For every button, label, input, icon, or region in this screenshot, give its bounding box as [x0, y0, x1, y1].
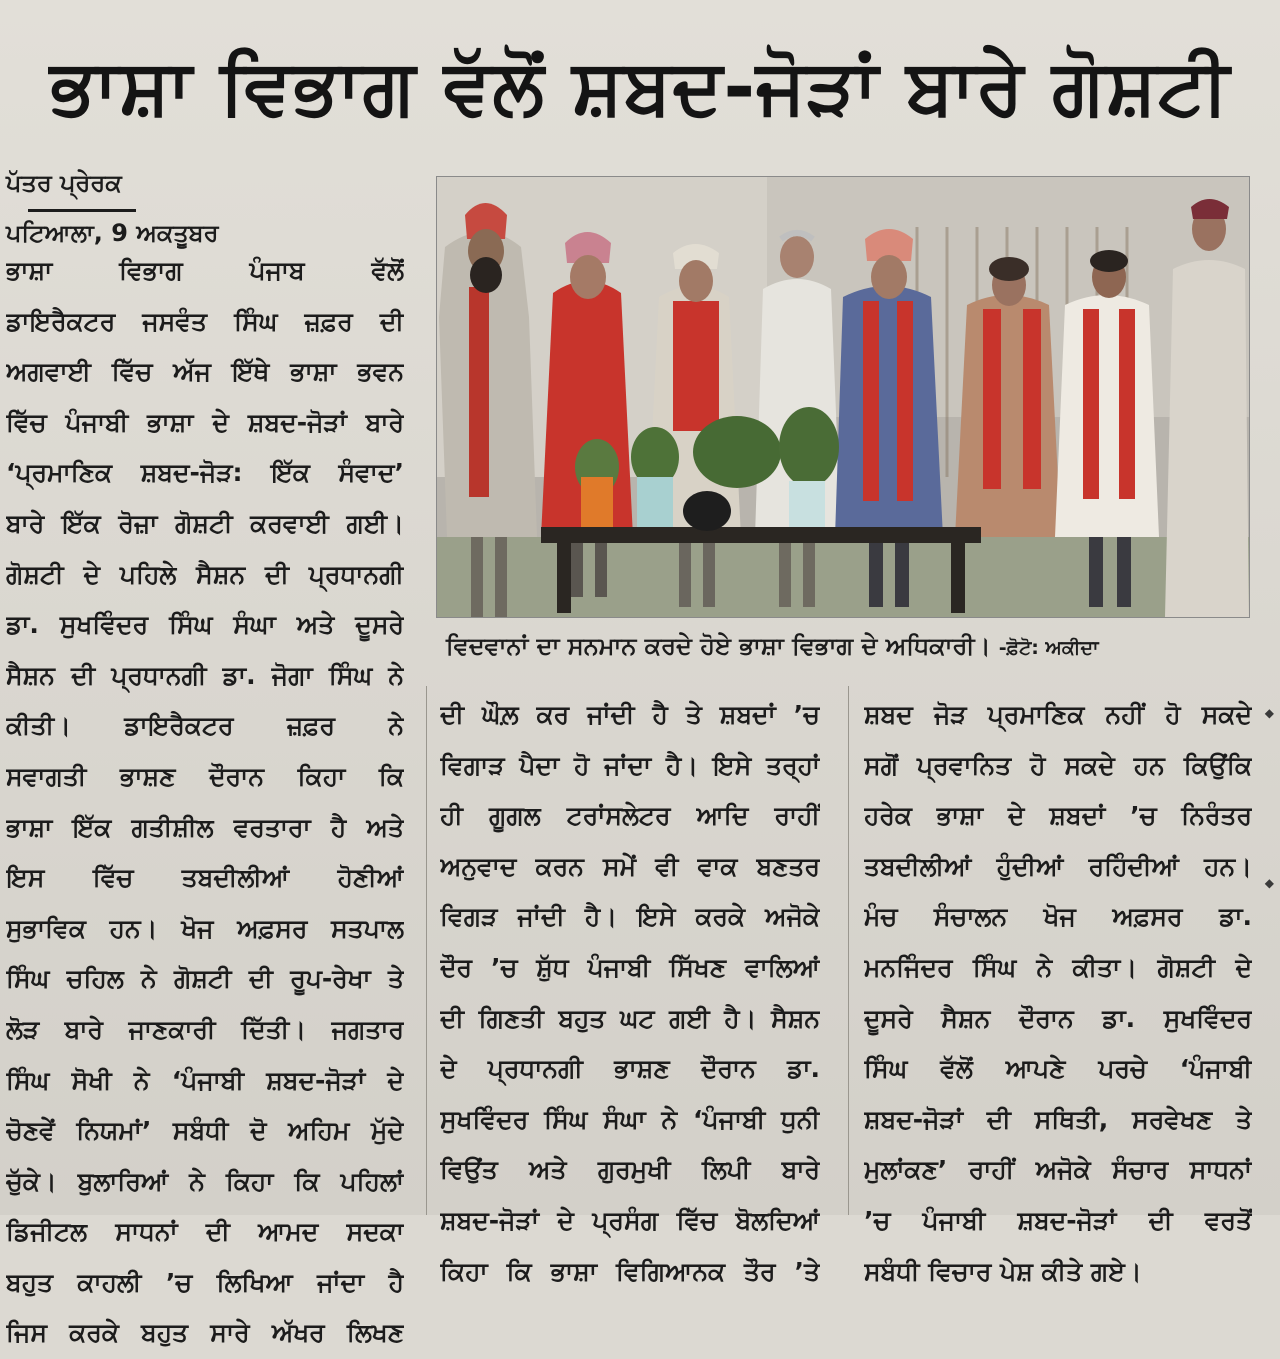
text-line: ਸਗੋਂ ਪ੍ਰਵਾਨਿਤ ਹੋ ਸਕਦੇ ਹਨ ਕਿਉਂਕਿ	[864, 750, 1252, 780]
text-line: ਵਿਗੜ ਜਾਂਦੀ ਹੈ। ਇਸੇ ਕਰਕੇ ਅਜੋਕੇ	[440, 902, 820, 932]
text-line: ਦੇ ਪ੍ਰਧਾਨਗੀ ਭਾਸ਼ਣ ਦੌਰਾਨ ਡਾ.	[440, 1054, 820, 1084]
margin-bullet-icon: ◆	[1264, 706, 1274, 720]
text-line: ਸ਼ਬਦ-ਜੋੜਾਂ ਦੀ ਸਥਿਤੀ, ਸਰਵੇਖਣ ਤੇ	[864, 1104, 1252, 1134]
text-line: ਸਿੰਘ ਚਹਿਲ ਨੇ ਗੋਸ਼ਟੀ ਦੀ ਰੂਪ-ਰੇਖਾ ਤੇ	[6, 964, 404, 994]
byline: ਪੱਤਰ ਪ੍ਰੇਰਕ	[6, 169, 122, 197]
text-line: ਸੁਭਾਵਿਕ ਹਨ। ਖੋਜ ਅਫ਼ਸਰ ਸਤਪਾਲ	[6, 913, 404, 943]
text-line: ਮੁਲਾਂਕਣ’ ਰਾਹੀਂ ਅਜੋਕੇ ਸੰਚਾਰ ਸਾਧਨਾਂ	[864, 1155, 1252, 1185]
text-line: ਮਨਜਿੰਦਰ ਸਿੰਘ ਨੇ ਕੀਤਾ। ਗੋਸ਼ਟੀ ਦੇ	[864, 952, 1252, 982]
text-line: ਵਿੱਚ ਪੰਜਾਬੀ ਭਾਸ਼ਾ ਦੇ ਸ਼ਬਦ-ਜੋੜਾਂ ਬਾਰੇ	[6, 407, 404, 437]
article-column-1	[6, 246, 404, 1359]
caption-text: ਵਿਦਵਾਨਾਂ ਦਾ ਸਨਮਾਨ ਕਰਦੇ ਹੋਏ ਭਾਸ਼ਾ ਵਿਭਾਗ ਦੇ ਅਧਿਕਾਰੀ।	[446, 632, 991, 660]
text-line: ਸਿੰਘ ਸੋਖੀ ਨੇ ‘ਪੰਜਾਬੀ ਸ਼ਬਦ-ਜੋੜਾਂ ਦੇ	[6, 1065, 404, 1095]
text-line: ਸ਼ਬਦ ਜੋੜ ਪ੍ਰਮਾਣਿਕ ਨਹੀਂ ਹੋ ਸਕਦੇ	[864, 700, 1252, 729]
text-line: ਕਿਹਾ ਕਿ ਭਾਸ਼ਾ ਵਿਗਿਆਨਕ ਤੌਰ ’ਤੇ	[440, 1256, 820, 1286]
text-line: ਦੂਸਰੇ ਸੈਸ਼ਨ ਦੌਰਾਨ ਡਾ. ਸੁਖਵਿੰਦਰ	[864, 1003, 1252, 1033]
event-photo	[436, 176, 1250, 618]
text-line: ਸਬੰਧੀ ਵਿਚਾਰ ਪੇਸ਼ ਕੀਤੇ ਗਏ।	[864, 1256, 1142, 1286]
text-line: ਭਾਸ਼ਾ ਵਿਭਾਗ ਪੰਜਾਬ ਵੱਲੋਂ	[6, 256, 404, 285]
text-line: ਡਾ. ਸੁਖਵਿੰਦਰ ਸਿੰਘ ਸੰਘਾ ਅਤੇ ਦੂਸਰੇ	[6, 610, 404, 640]
text-line: ਭਾਸ਼ਾ ਇੱਕ ਗਤੀਸ਼ੀਲ ਵਰਤਾਰਾ ਹੈ ਅਤੇ	[6, 812, 404, 842]
text-line: ਮੰਚ ਸੰਚਾਲਨ ਖੋਜ ਅਫ਼ਸਰ ਡਾ.	[864, 902, 1252, 932]
text-line: ਸੁਖਵਿੰਦਰ ਸਿੰਘ ਸੰਘਾ ਨੇ ‘ਪੰਜਾਬੀ ਧੁਨੀ	[440, 1104, 820, 1134]
text-line: ਕੀਤੀ। ਡਾਇਰੈਕਟਰ ਜ਼ਫ਼ਰ ਨੇ	[6, 711, 404, 741]
article-column-3	[864, 690, 1252, 1297]
dateline: ਪਟਿਆਲਾ, 9 ਅਕਤੂਬਰ	[6, 219, 219, 247]
text-line: ਸ਼ਬਦ-ਜੋੜਾਂ ਦੇ ਪ੍ਰਸੰਗ ਵਿੱਚ ਬੋਲਦਿਆਂ	[440, 1205, 820, 1235]
text-line: ਵਿਗਾੜ ਪੈਦਾ ਹੋ ਜਾਂਦਾ ਹੈ। ਇਸੇ ਤਰ੍ਹਾਂ	[440, 750, 820, 780]
text-line: ਬਾਰੇ ਇੱਕ ਰੋਜ਼ਾ ਗੋਸ਼ਟੀ ਕਰਵਾਈ ਗਈ।	[6, 508, 404, 538]
photo-caption	[446, 626, 1099, 668]
text-line: ਤਬਦੀਲੀਆਂ ਹੁੰਦੀਆਂ ਰਹਿੰਦੀਆਂ ਹਨ।	[864, 851, 1252, 881]
headline: ਭਾਸ਼ਾ ਵਿਭਾਗ ਵੱਲੋਂ ਸ਼ਬਦ-ਜੋੜਾਂ ਬਾਰੇ ਗੋਸ਼ਟੀ	[49, 42, 1231, 131]
group-photo-illustration	[437, 177, 1249, 617]
text-line: ਸਵਾਗਤੀ ਭਾਸ਼ਣ ਦੌਰਾਨ ਕਿਹਾ ਕਿ	[6, 761, 404, 791]
text-line: ਹੀ ਗੂਗਲ ਟਰਾਂਸਲੇਟਰ ਆਦਿ ਰਾਹੀਂ	[440, 801, 820, 831]
text-line: ਦੌਰ ’ਚ ਸ਼ੁੱਧ ਪੰਜਾਬੀ ਸਿੱਖਣ ਵਾਲਿਆਂ	[440, 952, 820, 982]
text-line: ਅਨੁਵਾਦ ਕਰਨ ਸਮੇਂ ਵੀ ਵਾਕ ਬਣਤਰ	[440, 851, 820, 881]
text-line: ਡਾਇਰੈਕਟਰ ਜਸਵੰਤ ਸਿੰਘ ਜ਼ਫ਼ਰ ਦੀ	[6, 306, 404, 336]
column-divider	[848, 686, 849, 1215]
text-line: ਸਿੰਘ ਵੱਲੋਂ ਆਪਣੇ ਪਰਚੇ ‘ਪੰਜਾਬੀ	[864, 1054, 1252, 1084]
photo-credit: -ਫ਼ੋਟੋ: ਅਕੀਦਾ	[998, 637, 1099, 659]
text-line: ਚੋਣਵੇਂ ਨਿਯਮਾਂ’ ਸਬੰਧੀ ਦੋ ਅਹਿਮ ਮੁੱਦੇ	[6, 1116, 404, 1146]
text-line: ਵਿਉਂਤ ਅਤੇ ਗੁਰਮੁਖੀ ਲਿਪੀ ਬਾਰੇ	[440, 1155, 820, 1185]
text-line: ਬਹੁਤ ਕਾਹਲੀ ’ਚ ਲਿਖਿਆ ਜਾਂਦਾ ਹੈ	[6, 1267, 404, 1297]
text-line: ਜਿਸ ਕਰਕੇ ਬਹੁਤ ਸਾਰੇ ਅੱਖਰ ਲਿਖਣ	[6, 1318, 404, 1348]
text-line: ਲੋੜ ਬਾਰੇ ਜਾਣਕਾਰੀ ਦਿੱਤੀ। ਜਗਤਾਰ	[6, 1014, 404, 1044]
text-line: ਦੀ ਘੌਲ਼ ਕਰ ਜਾਂਦੀ ਹੈ ਤੇ ਸ਼ਬਦਾਂ ’ਚ	[440, 700, 820, 729]
text-line: ਦੀ ਗਿਣਤੀ ਬਹੁਤ ਘਟ ਗਈ ਹੈ। ਸੈਸ਼ਨ	[440, 1003, 820, 1033]
text-line: ਹਰੇਕ ਭਾਸ਼ਾ ਦੇ ਸ਼ਬਦਾਂ ’ਚ ਨਿਰੰਤਰ	[864, 801, 1252, 831]
text-line: ਗੋਸ਼ਟੀ ਦੇ ਪਹਿਲੇ ਸੈਸ਼ਨ ਦੀ ਪ੍ਰਧਾਨਗੀ	[6, 559, 404, 589]
text-line: ‘ਪ੍ਰਮਾਣਿਕ ਸ਼ਬਦ-ਜੋੜ: ਇੱਕ ਸੰਵਾਦ’	[6, 458, 404, 488]
text-line: ਅਗਵਾਈ ਵਿੱਚ ਅੱਜ ਇੱਥੇ ਭਾਸ਼ਾ ਭਵਨ	[6, 357, 404, 387]
text-line: ਚੁੱਕੇ। ਬੁਲਾਰਿਆਂ ਨੇ ਕਿਹਾ ਕਿ ਪਹਿਲਾਂ	[6, 1166, 404, 1196]
byline-underline	[28, 209, 136, 212]
article-column-2	[440, 690, 820, 1297]
text-line: ਡਿਜੀਟਲ ਸਾਧਨਾਂ ਦੀ ਆਮਦ ਸਦਕਾ	[6, 1217, 404, 1247]
text-line: ਇਸ ਵਿੱਚ ਤਬਦੀਲੀਆਂ ਹੋਣੀਆਂ	[6, 863, 404, 893]
text-line: ’ਚ ਪੰਜਾਬੀ ਸ਼ਬਦ-ਜੋੜਾਂ ਦੀ ਵਰਤੋਂ	[864, 1205, 1252, 1235]
text-line: ਸੈਸ਼ਨ ਦੀ ਪ੍ਰਧਾਨਗੀ ਡਾ. ਜੋਗਾ ਸਿੰਘ ਨੇ	[6, 660, 404, 690]
column-divider	[426, 686, 427, 1215]
margin-bullet-icon: ◆	[1264, 876, 1274, 890]
